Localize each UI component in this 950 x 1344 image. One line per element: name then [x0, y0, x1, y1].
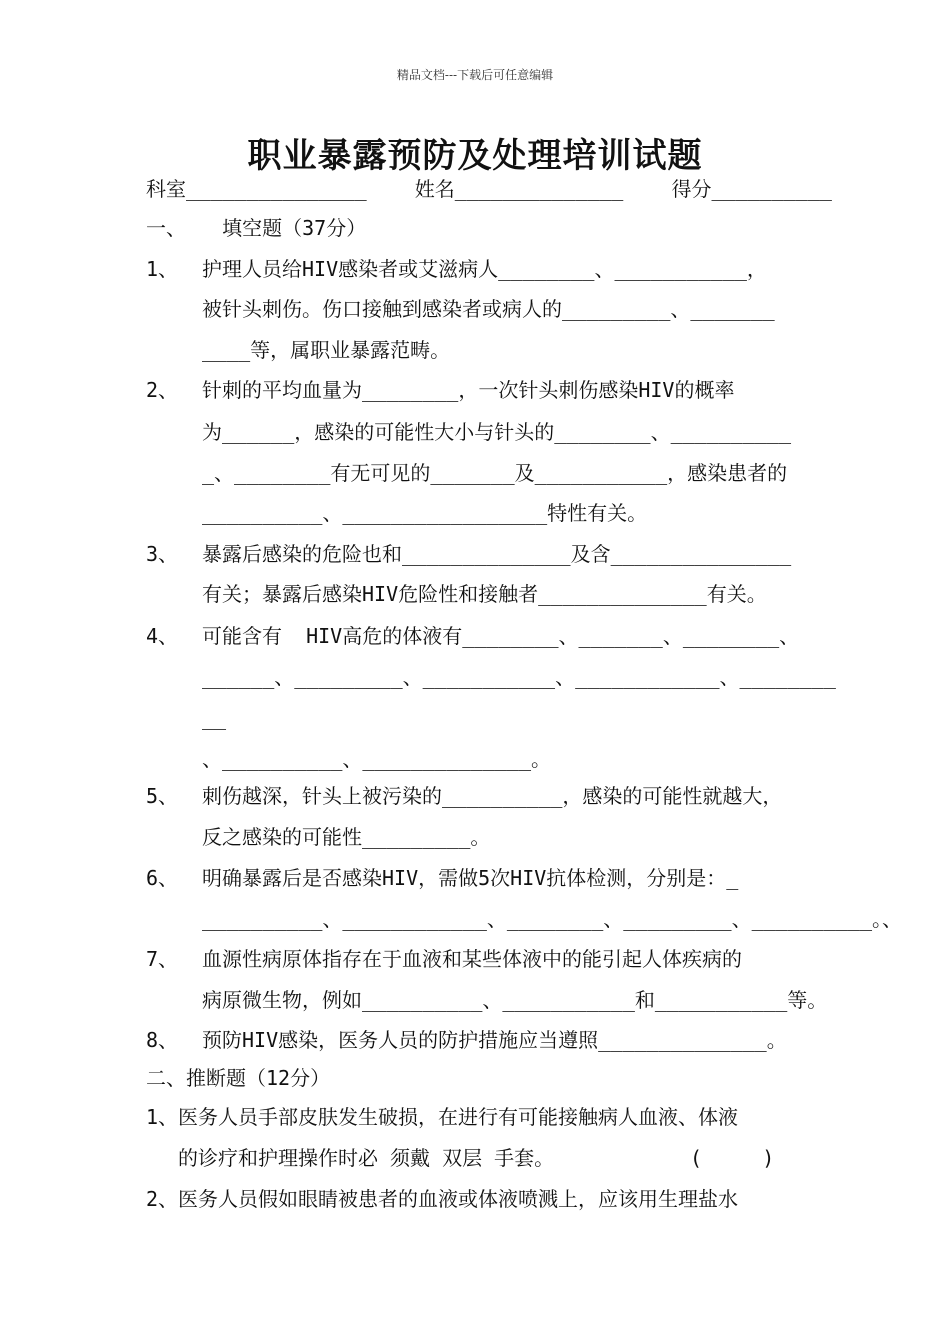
- document-watermark: 精品文档---下载后可任意编辑: [396, 68, 554, 82]
- q3-number: 3、: [146, 542, 179, 566]
- s2-q2-line1: 2、医务人员假如眼睛被患者的血液或体液喷溅上，应该用生理盐水: [146, 1187, 739, 1211]
- q7-line2: 病原微生物，例如__________、___________和___________等。: [202, 988, 828, 1012]
- s2-q1-line2: 的诊疗和护理操作时必 须戴 双层 手套。: [178, 1146, 555, 1170]
- q2-line1: 针刺的平均血量为________，一次针头刺伤感染HIV的概率: [202, 378, 735, 402]
- s2-q1-line1: 1、医务人员手部皮肤发生破损，在进行有可能接触病人血液、体液: [146, 1105, 739, 1129]
- q6-line1: 明确暴露后是否感染HIV，需做5次HIV抗体检测，分别是：_: [202, 866, 739, 890]
- q1-line1: 护理人员给HIV感染者或艾滋病人________、___________，: [202, 257, 767, 281]
- q6-line2: __________、____________、________、_________、__________。、: [202, 907, 903, 931]
- q2-number: 2、: [146, 378, 179, 402]
- section1-heading: 一、 填空题（37分）: [146, 216, 367, 240]
- s2-q1-answer-paren: ( ): [690, 1146, 775, 1170]
- q4-line4: 、__________、______________。: [202, 747, 551, 771]
- q5-line1: 刺伤越深，针头上被污染的__________，感染的可能性就越大，: [202, 784, 783, 808]
- q4-line3: __: [202, 706, 227, 730]
- q4-number: 4、: [146, 624, 179, 648]
- section2-heading: 二、推断题（12分）: [146, 1066, 331, 1090]
- q8-line1: 预防HIV感染，医务人员的防护措施应当遵照______________。: [202, 1028, 787, 1052]
- q3-line1: 暴露后感染的危险也和______________及含_______________: [202, 542, 792, 566]
- q1-line2: 被针头刺伤。伤口接触到感染者或病人的_________、_______: [202, 297, 775, 321]
- q1-number: 1、: [146, 257, 179, 281]
- exam-header-fields: 科室_______________ 姓名______________ 得分__________: [146, 177, 832, 201]
- q2-line3: _、________有无可见的_______及___________，感染患者的: [202, 461, 788, 485]
- q5-number: 5、: [146, 784, 179, 808]
- q3-line2: 有关；暴露后感染HIV危险性和接触者______________有关。: [202, 582, 767, 606]
- q8-number: 8、: [146, 1028, 179, 1052]
- q1-line3: ____等，属职业暴露范畴。: [202, 338, 451, 362]
- q5-line2: 反之感染的可能性_________。: [202, 825, 491, 849]
- q4-line2: ______、_________、___________、____________、________: [202, 665, 836, 689]
- exam-title: 职业暴露预防及处理培训试题: [247, 136, 703, 176]
- q2-line2: 为______，感染的可能性大小与针头的________、__________: [202, 420, 791, 444]
- q7-number: 7、: [146, 947, 179, 971]
- q6-number: 6、: [146, 866, 179, 890]
- q4-line1: 可能含有 HIV高危的体液有________、_______、________、: [202, 624, 800, 648]
- q2-line4: __________、_________________特性有关。: [202, 501, 648, 525]
- q7-line1: 血源性病原体指存在于血液和某些体液中的能引起人体疾病的: [202, 947, 742, 971]
